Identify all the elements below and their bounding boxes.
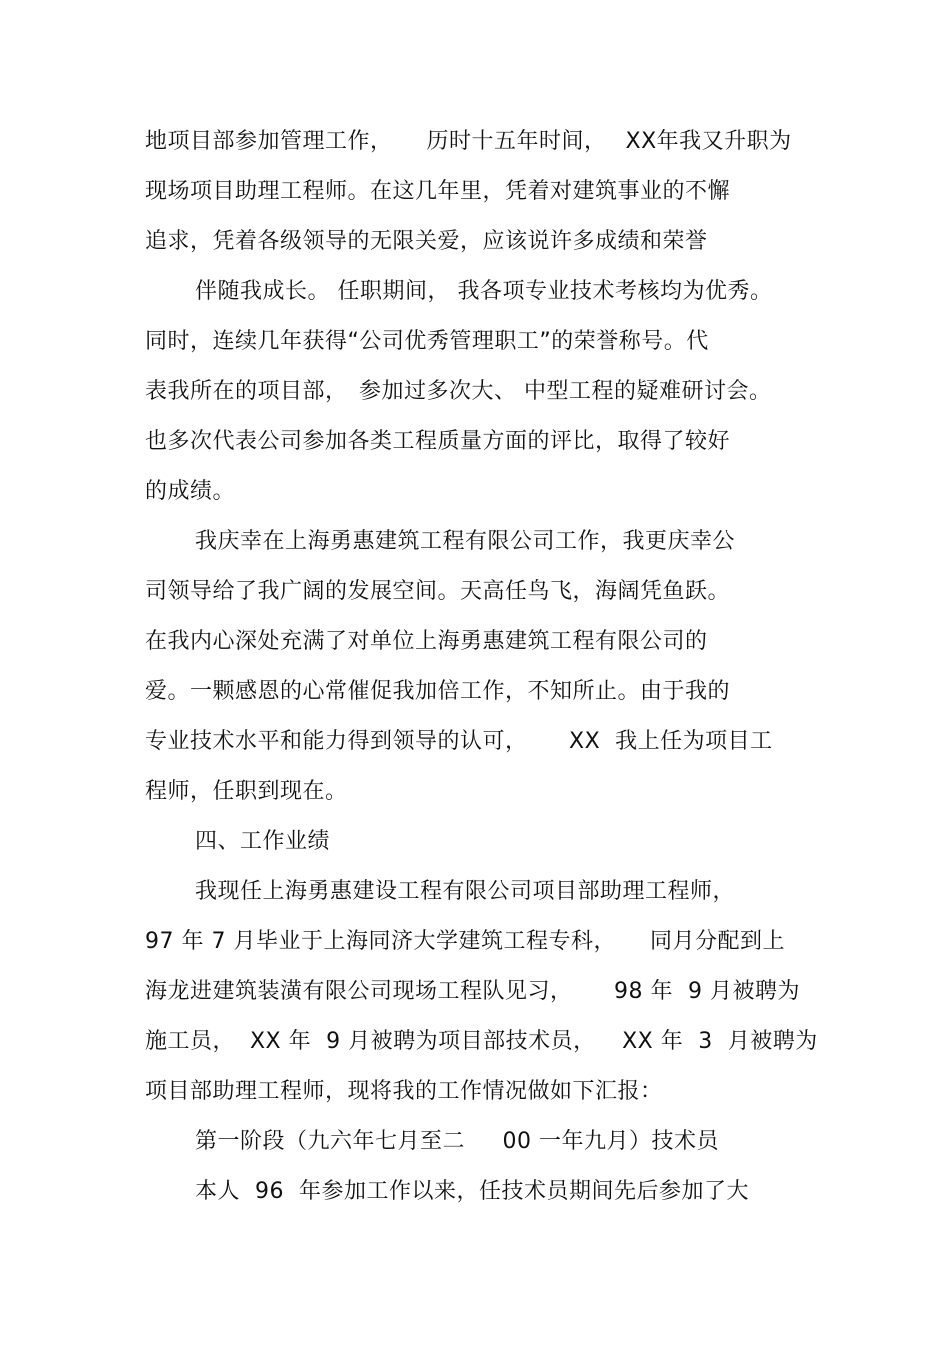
text-line: 的成绩。 — [145, 479, 236, 504]
text-line: 施工员， XX 年 9 月被聘为项目部技术员， XX 年 3 月被聘为 — [145, 1029, 818, 1054]
text-line: 我现任上海勇惠建设工程有限公司项目部助理工程师， — [195, 879, 736, 904]
subsection-heading: 第一阶段（九六年七月至二 00 一年九月）技术员 — [195, 1129, 719, 1154]
text-line: 海龙进建筑装潢有限公司现场工程队见习， 98 年 9 月被聘为 — [145, 979, 800, 1004]
text-line: 司领导给了我广阔的发展空间。天高任鸟飞，海阔凭鱼跃。 — [145, 579, 731, 604]
text-line: 97 年 7 月毕业于上海同济大学建筑工程专科， 同月分配到上 — [145, 929, 785, 954]
text-line: 伴随我成长。 任职期间， 我各项专业技术考核均为优秀。 — [195, 279, 773, 304]
text-line: 同时，连续几年获得“公司优秀管理职工”的荣誉称号。代 — [145, 329, 709, 354]
text-line: 地项目部参加管理工作， 历时十五年时间， XX年我又升职为 — [145, 129, 792, 154]
text-line: 本人 96 年参加工作以来，任技术员期间先后参加了大 — [195, 1179, 749, 1204]
text-line: 表我所在的项目部， 参加过多次大、 中型工程的疑难研讨会。 — [145, 379, 772, 404]
text-line: 现场项目助理工程师。在这几年里，凭着对建筑事业的不懈 — [145, 179, 731, 204]
text-line: 追求，凭着各级领导的无限关爱，应该说许多成绩和荣誉 — [145, 229, 708, 254]
text-line: 爱。一颗感恩的心常催促我加倍工作，不知所止。由于我的 — [145, 679, 731, 704]
text-line: 也多次代表公司参加各类工程质量方面的评比，取得了较好 — [145, 429, 731, 454]
text-line: 项目部助理工程师，现将我的工作情况做如下汇报： — [145, 1079, 663, 1104]
text-line: 我庆幸在上海勇惠建筑工程有限公司工作，我更庆幸公 — [195, 529, 736, 554]
text-line: 专业技术水平和能力得到领导的认可， XX 我上任为项目工 — [145, 729, 773, 754]
text-line: 在我内心深处充满了对单位上海勇惠建筑工程有限公司的 — [145, 629, 708, 654]
section-heading: 四、工作业绩 — [195, 829, 331, 854]
text-line: 程师，任职到现在。 — [145, 779, 348, 804]
